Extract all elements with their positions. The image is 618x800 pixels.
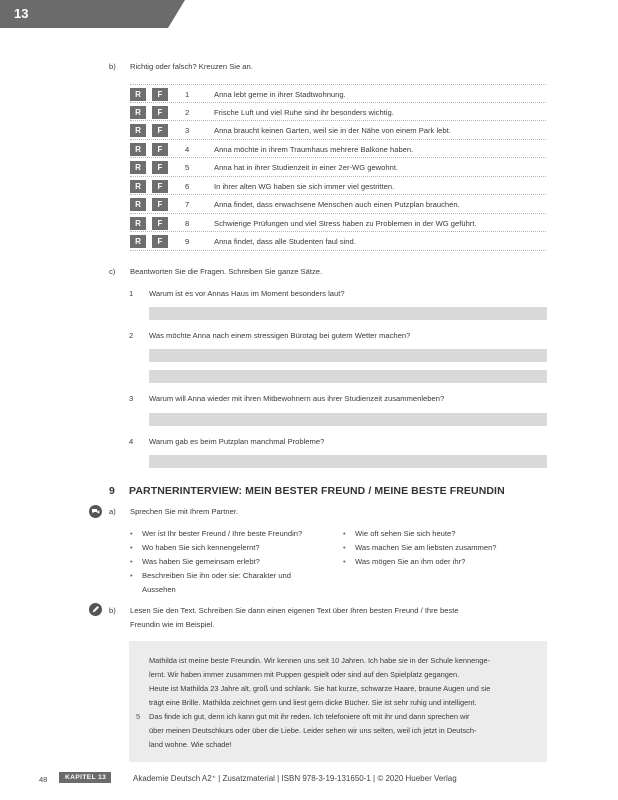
bullet-item: • Wer ist Ihr bester Freund / Ihre beste Freundin? xyxy=(130,529,303,538)
false-box[interactable]: F xyxy=(152,198,168,211)
pencil-icon xyxy=(89,603,102,616)
answer-line[interactable] xyxy=(149,307,547,320)
question-text: Warum gab es beim Putzplan manchmal Probleme? xyxy=(149,437,325,446)
example-text-line: lernt. Wir haben immer zusammen mit Puppen gespielt oder sind auf den Spielplatz gegangen. xyxy=(149,670,460,679)
statement-row xyxy=(130,177,546,196)
true-box[interactable]: R xyxy=(130,161,146,174)
part-b-instruction-1: Lesen Sie den Text. Schreiben Sie dann einen eigenen Text über Ihren besten Freund / Ihre beste xyxy=(130,606,459,615)
true-box[interactable]: R xyxy=(130,143,146,156)
false-box[interactable]: F xyxy=(152,235,168,248)
statement-number: 8 xyxy=(185,218,190,228)
speech-bubble-icon xyxy=(89,505,102,518)
statement-row xyxy=(130,121,546,140)
example-text-line: über meinen Deutschkurs oder über die Liebe. Leider sehen wir uns selten, weil ich jetzt in Deutsch- xyxy=(149,726,477,735)
answer-line[interactable] xyxy=(149,370,547,383)
false-box[interactable]: F xyxy=(152,88,168,101)
statement-text: Anna braucht keinen Garten, weil sie in der Nähe von einem Park lebt. xyxy=(214,126,451,135)
example-text-line: Mathilda ist meine beste Freundin. Wir kennen uns seit 10 Jahren. Ich habe sie in der Schule kennenge- xyxy=(149,656,490,665)
answer-line[interactable] xyxy=(149,455,547,468)
section-c-label: c) xyxy=(109,267,116,276)
answer-line[interactable] xyxy=(149,413,547,426)
line-number: 5 xyxy=(136,712,141,721)
statement-text: Anna lebt gerne in ihrer Stadtwohnung. xyxy=(214,90,346,99)
bullet-item: • Beschreiben Sie ihn oder sie: Charakter und xyxy=(130,571,292,580)
true-box[interactable]: R xyxy=(130,217,146,230)
true-box[interactable]: R xyxy=(130,124,146,137)
bullet-item-continued: Aussehen xyxy=(142,585,176,594)
statement-number: 3 xyxy=(185,126,190,135)
example-text-line: Heute ist Mathilda 23 Jahre alt, groß und schlank. Sie hat kurze, schwarze Haare, braune Augen und sie xyxy=(149,684,491,693)
false-box[interactable]: F xyxy=(152,124,168,137)
part-b-label: b) xyxy=(109,606,116,615)
false-box[interactable]: F xyxy=(152,161,168,174)
section-b-label: b) xyxy=(109,62,116,71)
false-box[interactable]: F xyxy=(152,143,168,156)
chapter-footer-label: KAPITEL 13 xyxy=(59,772,111,783)
bullet-item: • Was haben Sie gemeinsam erlebt? xyxy=(130,557,260,566)
statement-text: Anna hat in ihrer Studienzeit in einer 2er-WG gewohnt. xyxy=(214,163,399,172)
statement-row xyxy=(130,84,546,103)
statement-number: 9 xyxy=(185,237,190,246)
true-box[interactable]: R xyxy=(130,180,146,193)
page-number: 48 xyxy=(39,775,48,784)
question-text: Warum ist es vor Annas Haus im Moment besonders laut? xyxy=(149,289,345,298)
statement-text: Schwierige Prüfungen und viel Stress haben zu Problemen in der WG geführt. xyxy=(214,218,477,228)
part-b-instruction-2: Freundin wie im Beispiel. xyxy=(130,620,215,629)
part-a-instruction: Sprechen Sie mit Ihrem Partner. xyxy=(130,507,239,516)
chapter-number: 13 xyxy=(14,6,29,21)
false-box[interactable]: F xyxy=(152,180,168,193)
bullet-item: • Wie oft sehen Sie sich heute? xyxy=(343,529,456,538)
question-number: 3 xyxy=(129,394,134,403)
publisher-info: Akademie Deutsch A2⁺ | Zusatzmaterial | ISBN 978-3-19-131650-1 | © 2020 Hueber Verlag xyxy=(133,774,457,783)
true-box[interactable]: R xyxy=(130,235,146,248)
statement-number: 6 xyxy=(185,181,190,191)
true-box[interactable]: R xyxy=(130,106,146,119)
statement-row xyxy=(130,103,546,122)
question-number: 1 xyxy=(129,289,134,298)
statement-number: 7 xyxy=(185,200,190,209)
bullet-item: • Was mögen Sie an ihm oder ihr? xyxy=(343,557,466,566)
false-box[interactable]: F xyxy=(152,217,168,230)
false-box[interactable]: F xyxy=(152,106,168,119)
part-a-label: a) xyxy=(109,507,116,516)
statement-text: Anna findet, dass alle Studenten faul sind. xyxy=(214,237,356,246)
statement-row xyxy=(130,140,546,159)
statement-text: Anna möchte in ihrem Traumhaus mehrere Balkone haben. xyxy=(214,144,414,154)
exercise-number: 9 xyxy=(109,485,115,497)
statement-row xyxy=(130,158,546,177)
true-box[interactable]: R xyxy=(130,198,146,211)
section-b-instruction: Richtig oder falsch? Kreuzen Sie an. xyxy=(130,62,253,71)
statement-number: 2 xyxy=(185,107,190,117)
true-box[interactable]: R xyxy=(130,88,146,101)
bullet-item: • Wo haben Sie sich kennengelernt? xyxy=(130,543,260,552)
question-number: 4 xyxy=(129,437,134,446)
example-text-line: Das finde ich gut, denn ich kann gut mit ihr reden. Ich telefoniere oft mit ihr und dann sprechen wir xyxy=(149,712,470,721)
exercise-title: PARTNERINTERVIEW: MEIN BESTER FREUND / MEINE BESTE FREUNDIN xyxy=(129,485,505,497)
answer-line[interactable] xyxy=(149,349,547,362)
statement-number: 1 xyxy=(185,90,190,99)
section-c-instruction: Beantworten Sie die Fragen. Schreiben Sie ganze Sätze. xyxy=(130,267,323,276)
statement-number: 5 xyxy=(185,163,190,172)
example-text-line: trägt eine Brille. Mathilda zeichnet gern und liest gern dicke Bücher. Sie ist sehr ruhig und intelligent. xyxy=(149,698,477,707)
statement-number: 4 xyxy=(185,144,190,154)
example-text-line: land wohne. Wie schade! xyxy=(149,740,232,749)
statement-text: Frische Luft und viel Ruhe sind ihr besonders wichtig. xyxy=(214,107,394,117)
bullet-item: • Was machen Sie am liebsten zusammen? xyxy=(343,543,497,552)
question-number: 2 xyxy=(129,331,134,340)
question-text: Was möchte Anna nach einem stressigen Bürotag bei gutem Wetter machen? xyxy=(149,331,411,340)
statement-text: Anna findet, dass erwachsene Menschen auch einen Putzplan brauchen. xyxy=(214,200,460,209)
question-text: Warum will Anna wieder mit ihren Mitbewohnern aus ihrer Studienzeit zusammenleben? xyxy=(149,394,445,403)
statement-row xyxy=(130,195,546,214)
statement-text: In ihrer alten WG haben sie sich immer viel gestritten. xyxy=(214,181,395,191)
statement-row xyxy=(130,232,546,251)
statement-row xyxy=(130,214,546,233)
